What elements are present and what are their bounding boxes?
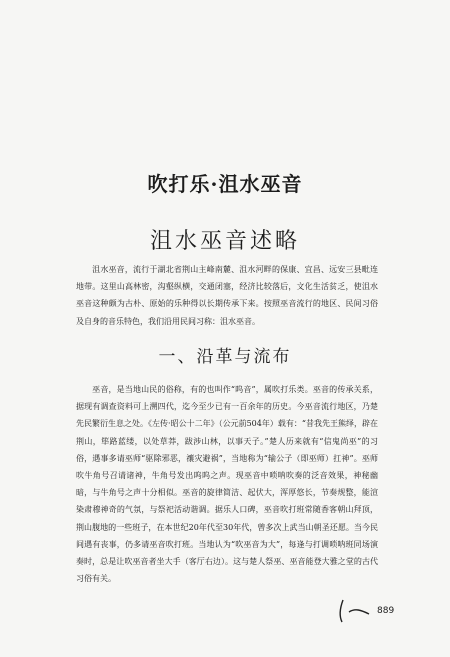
intro-paragraph: [76, 261, 378, 330]
section-heading: 沮水巫音述略: [149, 229, 300, 254]
chapter-title: 吹打乐·沮水巫音: [147, 172, 303, 196]
handwritten-mark: [335, 598, 373, 624]
body-paragraph-text: 巫音，是当地山民的俗称，有的也叫作“呜音”，属吹打乐类。巫音的传承关系，据现有调查资料可上溯四代，迄今至少已有一百余年的历史。今巫音流行地区，乃楚先民繁衍生息之处。《左传·昭公十二年》（公元前504年）载有：“昔我先王熊绎，辟在荆山，筚路蓝缕，以处草莽，跋涉山林，以事天子。”楚人历来就有“信鬼尚巫”的习俗，遇事多请巫师“驱除邪恶，禳灾避祸”，当地称为“输公子（即巫师）扛神”。巫师吹牛角号召请诸神，牛角号发出呜呜之声。现巫音中唢呐吹奏的泛音效果，神秘幽暗，与牛角号之声十分相似。巫音的旋律简洁、起伏大，浑厚悠长，节奏规整，能渲染肃穆神奇的气氛，与祭祀活动谐调。据乐人口碑，巫音吹打班常随香客朝山拜顶，荆山腹地的一些班子，在本世纪20年代至30年代，曾多次上武当山朝圣还愿。当今民间遇有丧事，仍多请巫音吹打班。当地认为“吹巫音为大”，每逢与打调唢呐班同场演奏时，总是让吹巫音者坐大手（客厅右边）。这与楚人祭巫、巫音能登大雅之堂的古代习俗有关。: [76, 385, 378, 584]
intro-paragraph-text: 沮水巫音，流行于湖北省荆山主峰南麓、沮水河畔的保康、宜昌、远安三县毗连地带。这里山高林密，沟壑纵横，交通闭塞，经济比较落后，文化生活贫乏，使沮水巫音这种颇为古朴、原始的乐种得以长期传承下来。按照巫音流行的地区、民间习俗及自身的音乐特色，我们沿用民间习称：沮水巫音。: [76, 265, 378, 326]
subsection-heading: 一、沿革与流布: [158, 347, 292, 367]
page-number: 889: [377, 606, 395, 616]
body-paragraph: [76, 381, 378, 587]
